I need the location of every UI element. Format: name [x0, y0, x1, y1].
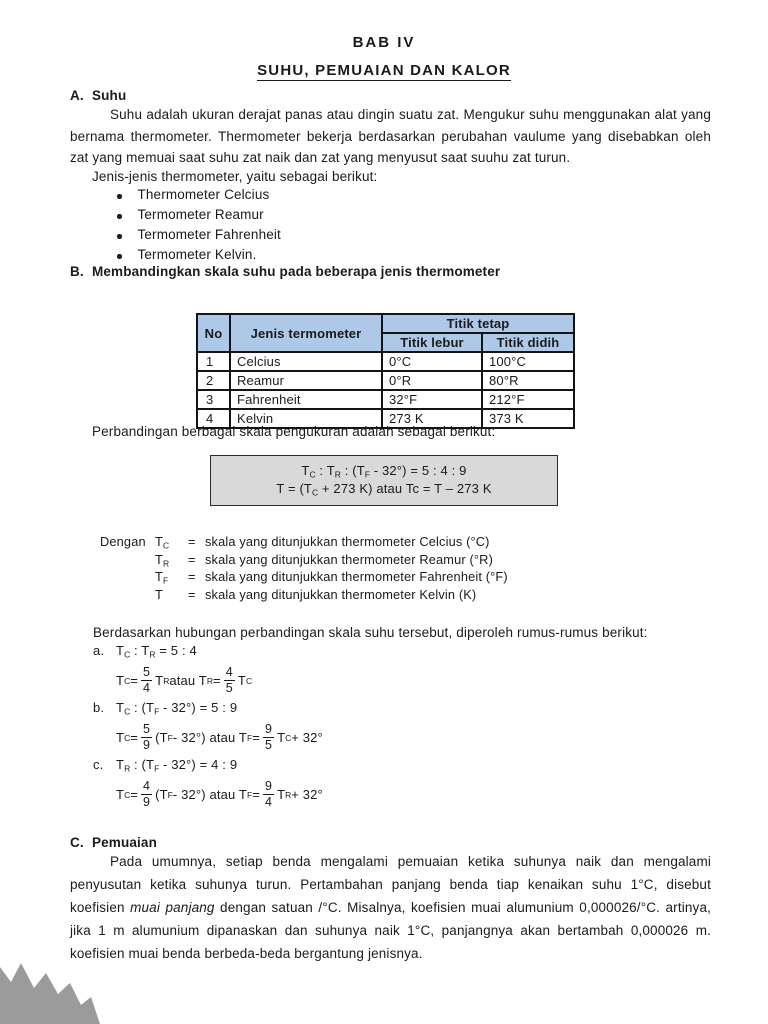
thermometer-list-intro: Jenis-jenis thermometer, yaitu sebagai berikut: — [92, 169, 378, 184]
formula-item-b-ratio: b. TC : (TF - 32°) = 5 : 9 — [93, 700, 238, 717]
bullet-icon — [117, 254, 122, 259]
list-item-label: Termometer Reamur — [137, 207, 264, 222]
page-corner-tear-graphic — [0, 949, 100, 1024]
legend-equals: = — [188, 551, 196, 567]
cell-jenis: Kelvin — [230, 409, 382, 428]
perbandingan-intro-line: Perbandingan berbagai skala pengukuran adalah sebagai berikut: — [92, 424, 496, 439]
cell-no: 4 — [197, 409, 230, 428]
formula-item-c-equation: T C = $\frac{4}{9}$ (T F - 32°) atau T F = $\frac{9}{4}$ T R + 32° — [116, 779, 323, 809]
legend-equals: = — [188, 569, 196, 584]
section-c-title: Pemuaian — [92, 835, 157, 850]
bullet-icon — [117, 194, 122, 199]
legend-symbol: TR — [155, 551, 170, 568]
formula-item-a-ratio: a. TC : TR = 5 : 4 — [93, 643, 197, 660]
col-header-no: No — [197, 314, 230, 352]
legend-symbol: TC — [155, 534, 170, 551]
legend-description: skala yang ditunjukkan thermometer Kelvin (K) — [205, 586, 477, 602]
temperature-scale-table — [196, 313, 575, 429]
bullet-icon — [117, 214, 122, 219]
col-header-titik-tetap: Titik tetap — [382, 314, 574, 333]
legend-intro-word: Dengan — [100, 534, 146, 549]
chapter-title: BAB IV — [352, 34, 416, 51]
section-b-heading — [70, 264, 500, 279]
section-b-title: Membandingkan skala suhu pada beberapa jenis thermometer — [92, 264, 501, 279]
section-a-paragraph: Suhu adalah ukuran derajat panas atau dingin suatu zat. Mengukur suhu menggunakan alat yang bernama thermometer. Thermometer bekerja berdasarkan perubahan vaulume yang disebabkan oleh zat yang memuai saat suhu zat naik dan zat yang menyusut saat suuhu zat turun. — [70, 107, 711, 165]
section-b-label: B. — [70, 264, 84, 279]
legend-description: skala yang ditunjukkan thermometer Celcius (°C) — [205, 534, 490, 549]
formula-list — [93, 641, 323, 813]
legend-row — [100, 569, 508, 587]
cell-lebur: 0°C — [382, 352, 482, 371]
cell-jenis: Fahrenheit — [230, 390, 382, 409]
cell-didih: 212°F — [482, 390, 574, 409]
formula-item-a-equation: T C = $\frac{5}{4}$ T R atau T R = $\frac{4}{5}$ T C — [116, 665, 253, 695]
section-a-label: A. — [70, 88, 84, 103]
list-item-label: Thermometer Celcius — [137, 187, 270, 202]
section-a-title: Suhu — [92, 88, 127, 103]
legend-equals: = — [188, 534, 196, 549]
cell-no: 3 — [197, 390, 230, 409]
cell-no: 2 — [197, 371, 230, 390]
legend-row — [100, 587, 508, 605]
table-row — [197, 371, 574, 390]
cell-didih: 373 K — [482, 409, 574, 428]
col-header-titik-lebur: Titik lebur — [382, 333, 482, 352]
formula-item-b-equation: T C = $\frac{5}{9}$ (T F - 32°) atau T F = $\frac{9}{5}$ T C + 32° — [116, 722, 323, 752]
cell-didih: 80°R — [482, 371, 574, 390]
legend-row — [100, 552, 508, 570]
legend-description: skala yang ditunjukkan thermometer Reamur (°R) — [205, 551, 493, 567]
section-c-paragraph: Pada umumnya, setiap benda mengalami pemuaian ketika suhunya naik dan mengalami penyusutan ketika suhunya turun. Pertambahan panjang benda tiap kenaikan suhu 1°C, disebut koefisien muai panjang dengan satuan /°C. Misalnya, koefisien muai alumunium 0,000026/°C. artinya, jika 1 m alumunium dipanaskan dan suhunya naik 1°C, panjangnya akan bertambah 0,000026 m. koefisien muai benda berbeda-beda bergantung jenisnya. — [70, 854, 711, 961]
cell-lebur: 0°R — [382, 371, 482, 390]
section-c-heading — [70, 835, 157, 850]
formula-item-c-ratio: c. TR : (TF - 32°) = 4 : 9 — [93, 757, 238, 774]
list-item-label: Termometer Kelvin. — [137, 247, 257, 262]
symbol-legend — [100, 534, 508, 604]
formula-item-label: a. — [93, 643, 105, 658]
list-item-label: Termometer Fahrenheit — [137, 227, 281, 242]
legend-symbol: TF — [155, 569, 169, 586]
list-item — [117, 207, 281, 227]
legend-row — [100, 534, 508, 552]
formula-item-label: c. — [93, 757, 104, 772]
legend-description: skala yang ditunjukkan thermometer Fahrenheit (°F) — [205, 569, 508, 584]
cell-didih: 100°C — [482, 352, 574, 371]
thermometer-list — [117, 187, 281, 267]
col-header-jenis: Jenis termometer — [230, 314, 382, 352]
list-item — [117, 187, 281, 207]
scale-formula-box — [210, 455, 558, 506]
bullet-icon — [117, 234, 122, 239]
section-a-heading — [70, 88, 126, 103]
tear-shape — [0, 963, 100, 1024]
cell-jenis: Celcius — [230, 352, 382, 371]
berdasarkan-intro-line: Berdasarkan hubungan perbandingan skala suhu tersebut, diperoleh rumus-rumus berikut: — [93, 625, 648, 640]
formula-kelvin: T = (TC + 273 K) atau Tc = T – 273 K — [276, 480, 492, 497]
cell-lebur: 32°F — [382, 390, 482, 409]
formula-item-label: b. — [93, 700, 105, 715]
table-row — [197, 390, 574, 409]
col-header-titik-didih: Titik didih — [482, 333, 574, 352]
cell-no: 1 — [197, 352, 230, 371]
chapter-subtitle: SUHU, PEMUAIAN DAN KALOR — [257, 62, 511, 79]
cell-lebur: 273 K — [382, 409, 482, 428]
formula-ratio: TC : TR : (TF - 32°) = 5 : 4 : 9 — [301, 463, 467, 480]
section-c-label: C. — [70, 835, 84, 850]
chapter-heading — [0, 34, 768, 81]
table-row — [197, 352, 574, 371]
legend-equals: = — [188, 586, 196, 602]
list-item — [117, 227, 281, 247]
legend-symbol: T — [155, 586, 163, 602]
cell-jenis: Reamur — [230, 371, 382, 390]
